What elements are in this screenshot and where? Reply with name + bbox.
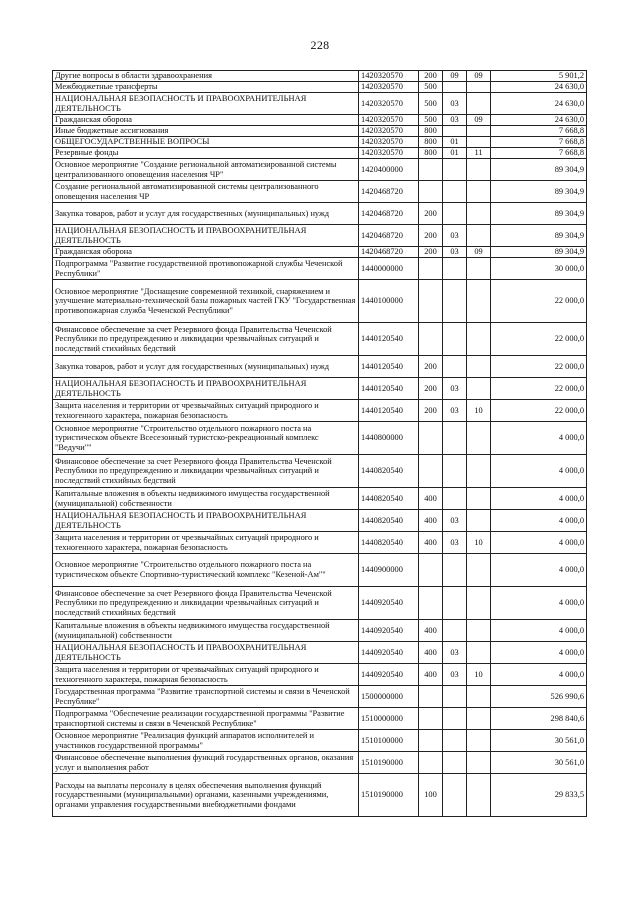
table-row [53,82,587,93]
cell-sum: 22 000,0 [491,323,587,356]
cell-sum: 89 304,9 [491,159,587,181]
cell-sum: 4 000,0 [491,488,587,510]
cell-code: 1420320570 [359,71,419,82]
cell-name: Иные бюджетные ассигнования [53,126,359,137]
cell-name: Финансовое обеспечение за счет Резервного фонда Правительства Чеченской Республики по предупреждению и ликвидации чрезвычайных ситуаций и последствий стихийных бедствий [53,323,359,356]
cell-pr: 11 [467,148,491,159]
cell-code: 1440120540 [359,378,419,400]
cell-name: НАЦИОНАЛЬНАЯ БЕЗОПАСНОСТЬ И ПРАВООХРАНИТЕЛЬНАЯ ДЕЯТЕЛЬНОСТЬ [53,225,359,247]
cell-vr [419,181,443,203]
cell-rz [443,774,467,817]
cell-name: НАЦИОНАЛЬНАЯ БЕЗОПАСНОСТЬ И ПРАВООХРАНИТЕЛЬНАЯ ДЕЯТЕЛЬНОСТЬ [53,93,359,115]
cell-code: 1440820540 [359,510,419,532]
table-row [53,488,587,510]
cell-code: 1440900000 [359,554,419,587]
cell-code: 1440120540 [359,400,419,422]
cell-rz [443,126,467,137]
cell-code: 1440100000 [359,280,419,323]
cell-code: 1440120540 [359,356,419,378]
cell-vr [419,686,443,708]
cell-sum: 5 901,2 [491,71,587,82]
cell-vr: 400 [419,664,443,686]
cell-sum: 22 000,0 [491,378,587,400]
cell-pr [467,752,491,774]
table-row [53,708,587,730]
cell-pr [467,82,491,93]
cell-pr [467,159,491,181]
cell-rz: 03 [443,378,467,400]
cell-code: 1420400000 [359,159,419,181]
cell-name: Защита населения и территории от чрезвычайных ситуаций природного и техногенного характера, пожарная безопасность [53,664,359,686]
cell-sum: 526 990,6 [491,686,587,708]
cell-name: Расходы на выплаты персоналу в целях обеспечения выполнения функций государственными (муниципальными) органами, казенными учреждениями, органами управления государственными внебюджетными фондами [53,774,359,817]
cell-name: Создание региональной автоматизированной системы централизованного оповещения населения ЧР [53,181,359,203]
cell-sum: 30 000,0 [491,258,587,280]
cell-code: 1500000000 [359,686,419,708]
cell-rz: 03 [443,664,467,686]
cell-name: Финансовое обеспечение выполнения функций государственных органов, оказания услуг и выполнения работ [53,752,359,774]
cell-vr: 500 [419,93,443,115]
cell-pr: 10 [467,400,491,422]
cell-sum: 29 833,5 [491,774,587,817]
cell-vr: 200 [419,203,443,225]
cell-pr [467,356,491,378]
cell-rz: 03 [443,532,467,554]
cell-sum: 24 630,0 [491,93,587,115]
cell-name: Основное мероприятие "Создание региональной автоматизированной системы централизованного оповещения населения ЧР" [53,159,359,181]
cell-vr [419,554,443,587]
cell-pr [467,225,491,247]
table-row [53,455,587,488]
cell-name: Подпрограмма "Обеспечение реализации государственной программы "Развитие транспортной системы и связи в Чеченской Республике" [53,708,359,730]
table-row [53,225,587,247]
cell-vr [419,159,443,181]
cell-rz [443,488,467,510]
cell-name: НАЦИОНАЛЬНАЯ БЕЗОПАСНОСТЬ И ПРАВООХРАНИТЕЛЬНАЯ ДЕЯТЕЛЬНОСТЬ [53,510,359,532]
cell-vr: 200 [419,225,443,247]
table-row [53,137,587,148]
cell-name: НАЦИОНАЛЬНАЯ БЕЗОПАСНОСТЬ И ПРАВООХРАНИТЕЛЬНАЯ ДЕЯТЕЛЬНОСТЬ [53,642,359,664]
cell-sum: 89 304,9 [491,247,587,258]
table-row [53,587,587,620]
cell-sum: 4 000,0 [491,554,587,587]
cell-vr [419,323,443,356]
cell-sum: 7 668,8 [491,148,587,159]
cell-pr [467,620,491,642]
cell-code: 1440000000 [359,258,419,280]
cell-code: 1440800000 [359,422,419,455]
cell-rz: 03 [443,225,467,247]
table-row [53,247,587,258]
cell-name: Резервные фонды [53,148,359,159]
cell-name: Защита населения и территории от чрезвычайных ситуаций природного и техногенного характера, пожарная безопасность [53,532,359,554]
cell-vr: 200 [419,71,443,82]
cell-code: 1420468720 [359,225,419,247]
cell-name: Финансовое обеспечение за счет Резервного фонда Правительства Чеченской Республики по предупреждению и ликвидации чрезвычайных ситуаций и последствий стихийных бедствий [53,455,359,488]
cell-code: 1420320570 [359,148,419,159]
table-row [53,203,587,225]
cell-sum: 4 000,0 [491,664,587,686]
cell-sum: 4 000,0 [491,510,587,532]
cell-code: 1440920540 [359,620,419,642]
cell-vr: 400 [419,532,443,554]
budget-table [52,70,587,817]
budget-table-body [53,71,587,817]
cell-name: НАЦИОНАЛЬНАЯ БЕЗОПАСНОСТЬ И ПРАВООХРАНИТЕЛЬНАЯ ДЕЯТЕЛЬНОСТЬ [53,378,359,400]
cell-name: Закупка товаров, работ и услуг для государственных (муниципальных) нужд [53,203,359,225]
cell-name: Другие вопросы в области здравоохранения [53,71,359,82]
cell-rz [443,587,467,620]
cell-sum: 24 630,0 [491,82,587,93]
table-row [53,730,587,752]
cell-vr: 800 [419,148,443,159]
cell-rz [443,708,467,730]
cell-pr [467,642,491,664]
table-row [53,280,587,323]
cell-pr [467,378,491,400]
cell-sum: 24 630,0 [491,115,587,126]
cell-rz [443,258,467,280]
cell-pr [467,587,491,620]
cell-sum: 89 304,9 [491,181,587,203]
cell-name: Межбюджетные трансферты [53,82,359,93]
cell-code: 1420468720 [359,247,419,258]
cell-rz [443,181,467,203]
cell-vr: 200 [419,400,443,422]
cell-rz [443,323,467,356]
cell-rz: 03 [443,510,467,532]
cell-rz: 09 [443,71,467,82]
cell-pr: 10 [467,532,491,554]
cell-code: 1510100000 [359,730,419,752]
cell-sum: 4 000,0 [491,422,587,455]
cell-rz [443,620,467,642]
cell-code: 1420320570 [359,126,419,137]
cell-pr [467,203,491,225]
cell-vr: 400 [419,488,443,510]
cell-name: Капитальные вложения в объекты недвижимого имущества государственной (муниципальной) собственности [53,620,359,642]
cell-pr [467,774,491,817]
cell-name: Капитальные вложения в объекты недвижимого имущества государственной (муниципальной) собственности [53,488,359,510]
table-row [53,378,587,400]
cell-name: Основное мероприятие "Доснащение современной техникой, снаряжением и улучшение материально-технической базы пожарных частей ГКУ "Государственная противопожарная служба Чеченской Республики" [53,280,359,323]
cell-pr [467,686,491,708]
cell-code: 1510000000 [359,708,419,730]
table-row [53,181,587,203]
cell-code: 1440920540 [359,664,419,686]
table-row [53,159,587,181]
cell-code: 1420320570 [359,137,419,148]
cell-vr [419,455,443,488]
cell-sum: 7 668,8 [491,126,587,137]
cell-pr [467,258,491,280]
cell-rz: 03 [443,93,467,115]
table-row [53,323,587,356]
cell-pr: 09 [467,115,491,126]
cell-vr: 200 [419,356,443,378]
cell-sum: 22 000,0 [491,400,587,422]
cell-sum: 22 000,0 [491,356,587,378]
table-row [53,510,587,532]
cell-vr: 500 [419,115,443,126]
cell-rz [443,82,467,93]
cell-rz: 03 [443,400,467,422]
cell-pr [467,422,491,455]
cell-code: 1420320570 [359,93,419,115]
cell-pr [467,554,491,587]
cell-name: Подпрограмма "Развитие государственной противопожарной службы Чеченской Республики" [53,258,359,280]
table-row [53,752,587,774]
cell-rz: 03 [443,642,467,664]
cell-sum: 4 000,0 [491,587,587,620]
cell-code: 1440820540 [359,488,419,510]
cell-vr: 200 [419,247,443,258]
cell-vr [419,422,443,455]
cell-vr: 400 [419,620,443,642]
cell-name: Гражданская оборона [53,247,359,258]
table-row [53,532,587,554]
cell-rz [443,159,467,181]
cell-vr [419,752,443,774]
cell-pr: 10 [467,664,491,686]
cell-vr: 800 [419,137,443,148]
cell-sum: 4 000,0 [491,532,587,554]
cell-sum: 7 668,8 [491,137,587,148]
cell-rz [443,554,467,587]
cell-code: 1510190000 [359,752,419,774]
cell-vr: 500 [419,82,443,93]
cell-name: Защита населения и территории от чрезвычайных ситуаций природного и техногенного характера, пожарная безопасность [53,400,359,422]
table-row [53,93,587,115]
table-row [53,71,587,82]
cell-code: 1420468720 [359,181,419,203]
table-row [53,126,587,137]
cell-rz [443,686,467,708]
table-row [53,664,587,686]
cell-name: Государственная программа "Развитие транспортной системы и связи в Чеченской Республике" [53,686,359,708]
cell-rz [443,203,467,225]
cell-name: Основное мероприятие "Строительство отдельного пожарного поста на туристическом объекте Спортивно-туристический комплекс "Кезеной-Ам"" [53,554,359,587]
cell-vr [419,708,443,730]
table-row [53,148,587,159]
cell-sum: 4 000,0 [491,642,587,664]
cell-rz [443,455,467,488]
cell-pr [467,730,491,752]
cell-pr [467,708,491,730]
cell-name: Гражданская оборона [53,115,359,126]
cell-name: Основное мероприятие "Реализация функций аппаратов исполнителей и участников государственной программы" [53,730,359,752]
cell-sum: 4 000,0 [491,620,587,642]
cell-rz [443,422,467,455]
table-row [53,115,587,126]
cell-pr [467,93,491,115]
cell-pr [467,488,491,510]
cell-rz: 01 [443,137,467,148]
cell-rz: 03 [443,115,467,126]
table-row [53,400,587,422]
cell-rz [443,752,467,774]
cell-code: 1440920540 [359,587,419,620]
table-row [53,258,587,280]
cell-code: 1420468720 [359,203,419,225]
cell-sum: 4 000,0 [491,455,587,488]
cell-sum: 89 304,9 [491,225,587,247]
cell-name: Основное мероприятие "Строительство отдельного пожарного поста на туристическом объекте Всесезонный туристско-рекреационный комплекс "Ведучи"" [53,422,359,455]
cell-vr [419,587,443,620]
cell-sum: 30 561,0 [491,730,587,752]
cell-rz [443,356,467,378]
cell-vr: 400 [419,642,443,664]
cell-code: 1420320570 [359,82,419,93]
table-row [53,620,587,642]
cell-vr: 100 [419,774,443,817]
cell-sum: 298 840,6 [491,708,587,730]
cell-code: 1440820540 [359,455,419,488]
cell-pr [467,280,491,323]
cell-pr [467,510,491,532]
cell-rz [443,280,467,323]
cell-sum: 89 304,9 [491,203,587,225]
table-row [53,642,587,664]
cell-pr [467,455,491,488]
cell-sum: 30 561,0 [491,752,587,774]
table-row [53,774,587,817]
table-row [53,356,587,378]
cell-pr [467,323,491,356]
cell-name: ОБЩЕГОСУДАРСТВЕННЫЕ ВОПРОСЫ [53,137,359,148]
cell-vr [419,258,443,280]
cell-vr [419,280,443,323]
cell-vr [419,730,443,752]
cell-code: 1440820540 [359,532,419,554]
cell-rz: 01 [443,148,467,159]
cell-pr [467,181,491,203]
cell-sum: 22 000,0 [491,280,587,323]
cell-pr: 09 [467,71,491,82]
cell-code: 1440920540 [359,642,419,664]
table-row [53,554,587,587]
cell-code: 1510190000 [359,774,419,817]
cell-pr: 09 [467,247,491,258]
cell-vr: 200 [419,378,443,400]
cell-pr [467,126,491,137]
cell-name: Финансовое обеспечение за счет Резервного фонда Правительства Чеченской Республики по предупреждению и ликвидации чрезвычайных ситуаций и последствий стихийных бедствий [53,587,359,620]
table-row [53,422,587,455]
cell-rz [443,730,467,752]
cell-code: 1420320570 [359,115,419,126]
cell-rz: 03 [443,247,467,258]
cell-name: Закупка товаров, работ и услуг для государственных (муниципальных) нужд [53,356,359,378]
cell-code: 1440120540 [359,323,419,356]
table-row [53,686,587,708]
cell-pr [467,137,491,148]
cell-vr: 400 [419,510,443,532]
cell-vr: 800 [419,126,443,137]
page-number: 228 [310,38,330,52]
